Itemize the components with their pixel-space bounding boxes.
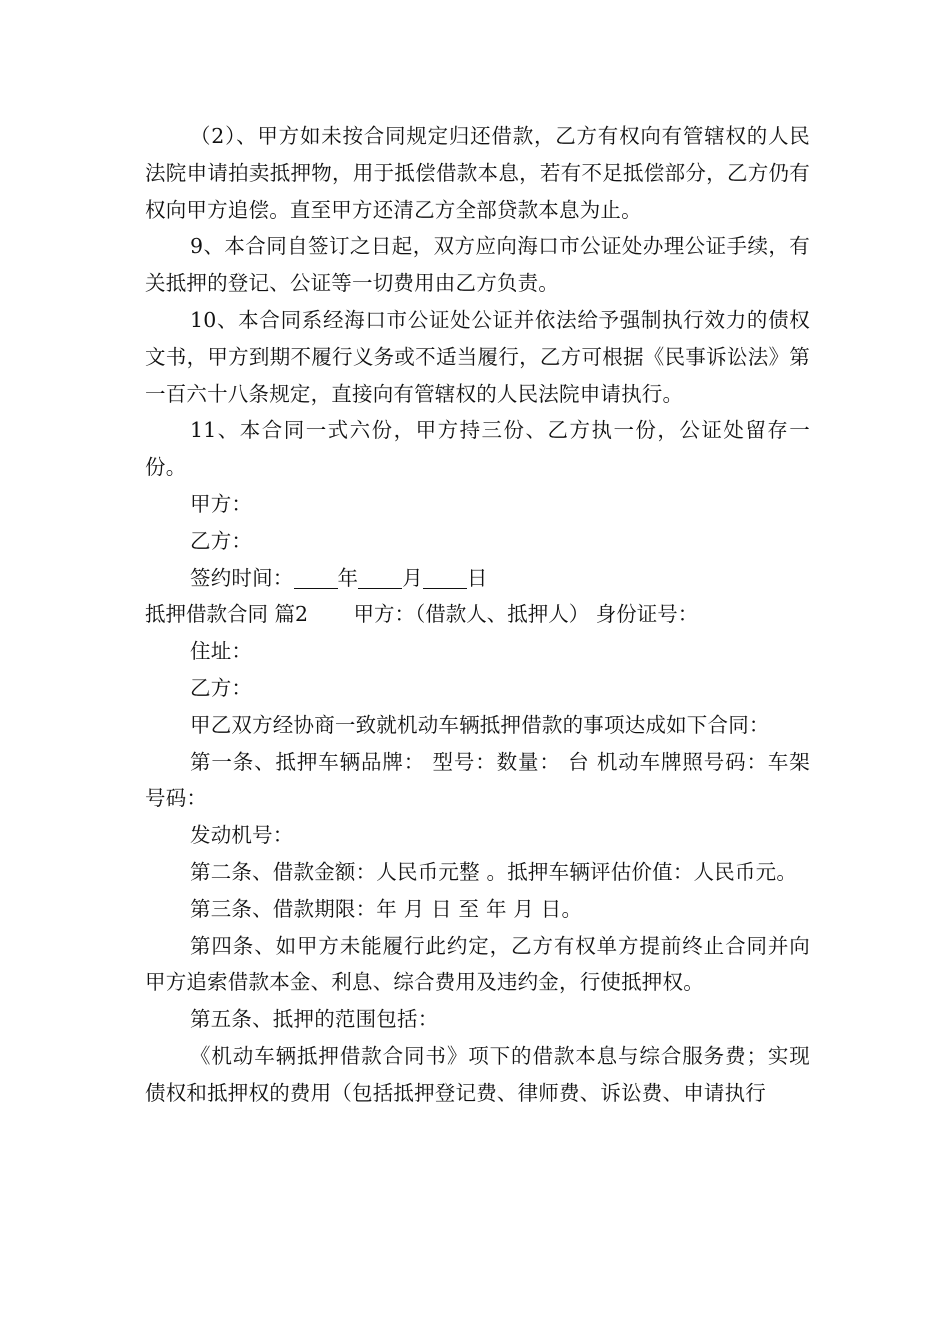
agreement-intro: 甲乙双方经协商一致就机动车辆抵押借款的事项达成如下合同： <box>190 712 770 737</box>
article-1: 第一条、抵押车辆品牌： 型号：数量： 台 机动车牌照号码：车架号码： <box>145 749 810 811</box>
article-3: 第三条、借款期限：年 月 日 至 年 月 日。 <box>190 896 583 921</box>
clause-11-paragraph: 11、本合同一式六份，甲方持三份、乙方执一份，公证处留存一份。 <box>145 418 810 480</box>
party-b-label: 乙方： <box>190 528 253 553</box>
sign-date-label: 签约时间： <box>190 565 294 590</box>
address-label: 住址： <box>190 639 253 664</box>
year-blank <box>294 568 338 589</box>
party-b-label-2: 乙方： <box>190 675 253 700</box>
sign-date-line <box>145 560 810 597</box>
month-blank <box>358 568 402 589</box>
clause-9-paragraph: 9、本合同自签订之日起，双方应向海口市公证处办理公证手续，有关抵押的登记、公证等一切费用由乙方负责。 <box>145 234 810 296</box>
party-a-label: 甲方： <box>190 491 253 516</box>
month-char: 月 <box>402 565 423 590</box>
document-body <box>145 118 810 1112</box>
clause-10-paragraph: 10、本合同系经海口市公证处公证并依法给予强制执行效力的债权文书，甲方到期不履行义务或不适当履行，乙方可根据《民事诉讼法》第一百六十八条规定，直接向有管辖权的人民法院申请执行。 <box>145 307 810 406</box>
article-4: 第四条、如甲方未能履行此约定，乙方有权单方提前终止合同并向甲方追索借款本金、利息、综合费用及违约金，行使抵押权。 <box>145 933 810 995</box>
clause-2-paragraph: （2）、甲方如未按合同规定归还借款，乙方有权向有管辖权的人民法院申请拍卖抵押物，用于抵偿借款本息，若有不足抵偿部分，乙方仍有权向甲方追偿。直至甲方还清乙方全部贷款本息为止。 <box>145 124 810 222</box>
day-blank <box>423 568 467 589</box>
year-char: 年 <box>337 565 359 590</box>
article-5-scope: 《机动车辆抵押借款合同书》项下的借款本息与综合服务费；实现债权和抵押权的费用（包括抵押登记费、律师费、诉讼费、申请执行 <box>145 1043 810 1105</box>
section-2-heading: 抵押借款合同 篇2 甲方：（借款人、抵押人） 身份证号： <box>145 602 699 627</box>
article-5: 第五条、抵押的范围包括： <box>190 1007 439 1032</box>
engine-number: 发动机号： <box>190 823 294 848</box>
day-char: 日 <box>466 565 488 590</box>
article-2: 第二条、借款金额：人民币元整 。抵押车辆评估价值：人民币元。 <box>190 859 798 884</box>
